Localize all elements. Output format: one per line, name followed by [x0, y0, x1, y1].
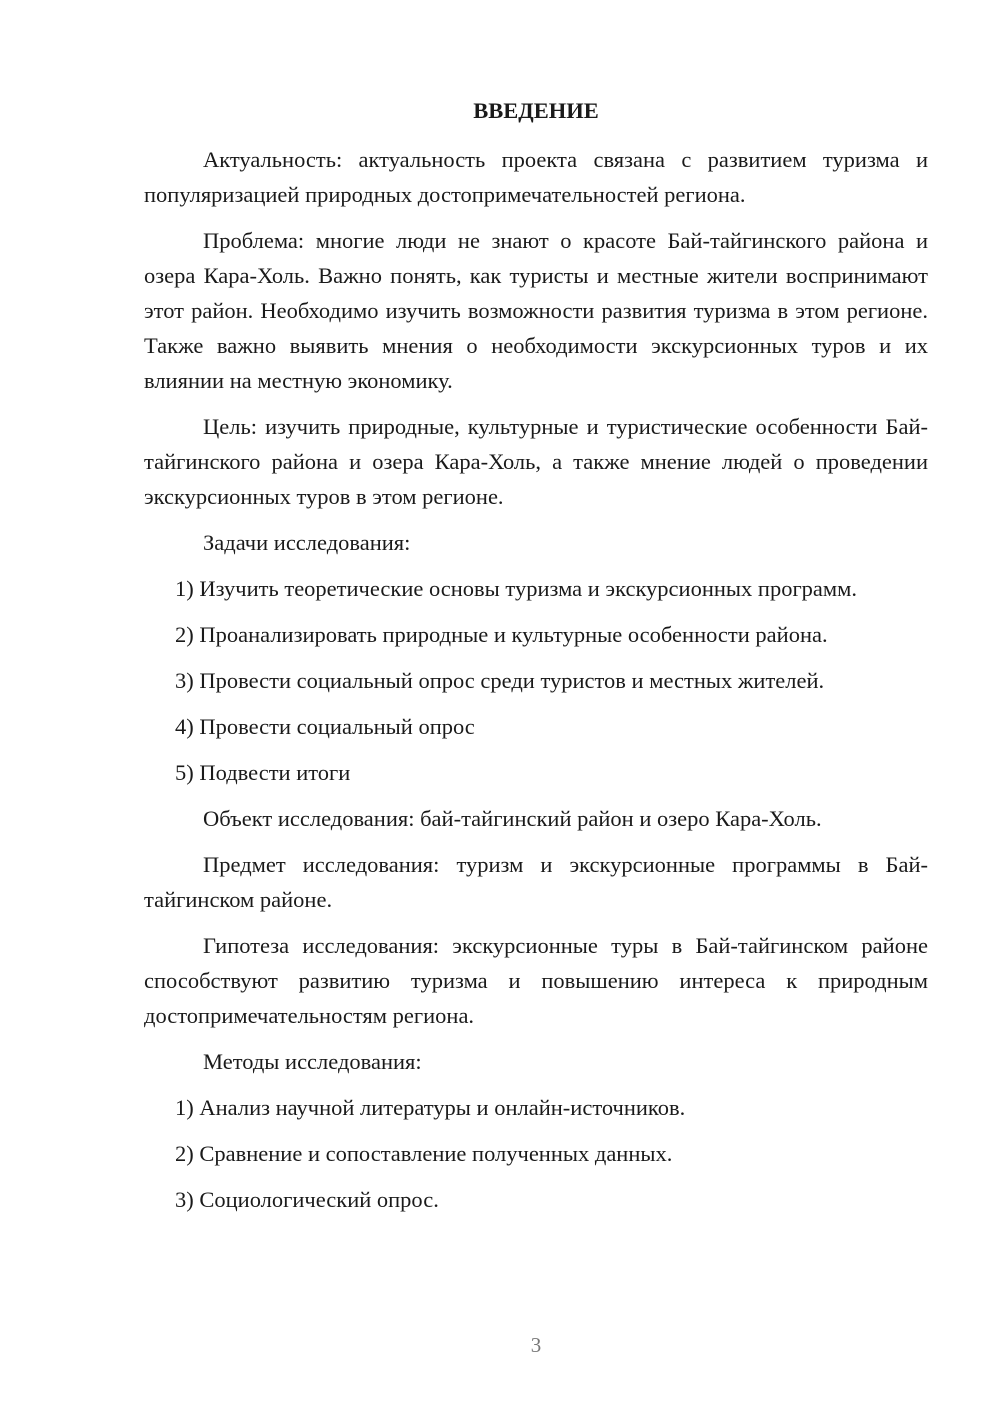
- paragraph-object: Объект исследования: бай-тайгинский район и озеро Кара-Холь.: [203, 806, 822, 831]
- paragraph-hypothesis: Гипотеза исследования: экскурсионные туры в Бай-тайгинском районе способствуют развитию туризма и повышению интереса к природным достопримечательностям региона.: [144, 933, 928, 1028]
- paragraph-problem: Проблема: многие люди не знают о красоте Бай-тайгинского района и озера Кара-Холь. Важно понять, как туристы и местные жители воспринимают этот район. Необходимо изучить возможности развития туризма в этом регионе. Также важно выявить мнения о необходимости экскурсионных туров и их влиянии на местную экономику.: [144, 228, 928, 393]
- task-item-5: 5) Подвести итоги: [175, 760, 351, 785]
- section-heading: ВВЕДЕНИЕ: [473, 98, 599, 123]
- paragraph-goal: Цель: изучить природные, культурные и туристические особенности Бай-тайгинского района и озера Кара-Холь, а также мнение людей о проведении экскурсионных туров в этом регионе.: [144, 414, 928, 509]
- task-item-3: 3) Провести социальный опрос среди туристов и местных жителей.: [175, 668, 825, 693]
- method-item-3: 3) Социологический опрос.: [175, 1187, 439, 1212]
- task-item-1: 1) Изучить теоретические основы туризма и экскурсионных программ.: [175, 576, 858, 601]
- paragraph-methods-intro: Методы исследования:: [203, 1049, 422, 1074]
- paragraph-relevance: Актуальность: актуальность проекта связана с развитием туризма и популяризацией природных достопримечательностей региона.: [144, 147, 928, 207]
- task-item-2: 2) Проанализировать природные и культурные особенности района.: [175, 622, 828, 647]
- method-item-1: 1) Анализ научной литературы и онлайн-источников.: [175, 1095, 686, 1120]
- document-body: [144, 142, 928, 1217]
- task-item-4: 4) Провести социальный опрос: [175, 714, 475, 739]
- paragraph-subject: Предмет исследования: туризм и экскурсионные программы в Бай-тайгинском районе.: [144, 852, 928, 912]
- paragraph-tasks-intro: Задачи исследования:: [203, 530, 411, 555]
- page-number: 3: [530, 1333, 542, 1357]
- method-item-2: 2) Сравнение и сопоставление полученных данных.: [175, 1141, 673, 1166]
